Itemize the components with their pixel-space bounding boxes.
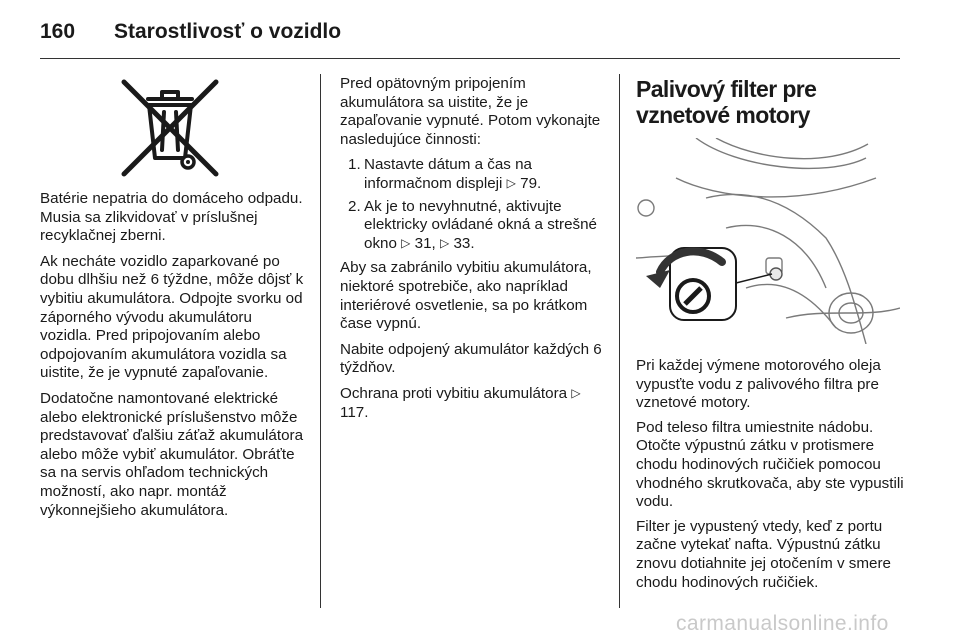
parking-text: Ak necháte vozidlo zaparkované po dobu dlhšiu než 6 týždne, môže dôjsť k vybitiu akumulátora. Odpojte svorku od záporného vývodu akumulátoru vozidla. Pred pripojovaním alebo odpojovaním akumulátora vozidla sa uistite, že je vypnuté zapaľovanie. [40, 252, 304, 382]
page-ref-icon: ▷ [440, 235, 450, 250]
reconnect-intro: Pred opätovným pripojením akumulátora sa uistite, že je zapaľovanie vypnuté. Potom vykonajte nasledujúce činnosti: [340, 75, 601, 148]
steps-list [340, 156, 608, 253]
page-ref-icon: ▷ [571, 385, 581, 400]
column-right [636, 357, 904, 598]
section-heading: Palivový filter pre vznetové motory [636, 76, 817, 128]
battery-disposal-text: Batérie nepatria do domáceho odpadu. Musia sa zlikvidovať v príslušnej recyklačnej zberni. [40, 190, 303, 245]
column-left [40, 190, 306, 527]
column-middle [340, 75, 608, 429]
charge-text: Nabite odpojený akumulátor každých 6 týždňov. [340, 340, 602, 377]
drain-complete-text: Filter je vypustený vtedy, keď z portu začne vytekať nafta. Výpustnú zátku znovu dotiahnite jej otočením v smere chodu hodinových ručičiek. [636, 517, 891, 591]
column-divider-1 [320, 74, 321, 608]
protection-reference: Ochrana proti vybitiu akumulátora ▷ 117. [340, 384, 581, 421]
list-item: 2. Ak je to nevyhnutné, aktivujte elektricky ovládané okná a strešné okno ▷ 31, ▷ 33. [348, 197, 598, 252]
accessories-text: Dodatočne namontované elektrické alebo elektronické príslušenstvo môže predstavovať ďalšiu záťaž akumulátora alebo môže vybiť akumulátor. Obráťte sa na servis ohľadom technických možností, ako napr. montáž výkonnejšieho akumulátora. [40, 389, 304, 519]
drain-instructions: Pod teleso filtra umiestnite nádobu. Otočte výpustnú zátku v protismere chodu hodinových ručičiek pomocou vhodného skrutkovača, aby ste vypustili vodu. [636, 418, 904, 511]
crossed-bin-icon [118, 76, 222, 180]
column-divider-2 [619, 74, 620, 608]
page-ref-icon: ▷ [506, 175, 516, 190]
page-title: Starostlivosť o vozidlo [114, 20, 342, 43]
page-ref[interactable]: 33 [453, 234, 471, 252]
page-header [40, 16, 900, 52]
oil-change-text: Pri každej výmene motorového oleja vypusťte vodu z palivového filtra pre vznetové motory. [636, 357, 881, 412]
header-rule [40, 58, 900, 59]
list-item: 1. Nastavte dátum a čas na informačnom displeji ▷ 79. [348, 156, 542, 192]
page-number: 160 [40, 20, 76, 43]
page-ref[interactable]: 79 [520, 174, 538, 192]
discharge-protection-text: Aby sa zabránilo vybitiu akumulátora, niektoré spotrebiče, ako napríklad interiérové osvetlenie, sa po krátkom čase vypnú. [340, 259, 592, 333]
watermark: carmanualsonline.info [676, 612, 889, 635]
page-ref[interactable]: 117 [340, 403, 365, 421]
fuel-filter-illustration [636, 138, 900, 344]
page-ref-icon: ▷ [401, 235, 411, 250]
page-ref[interactable]: 31 [414, 234, 432, 252]
